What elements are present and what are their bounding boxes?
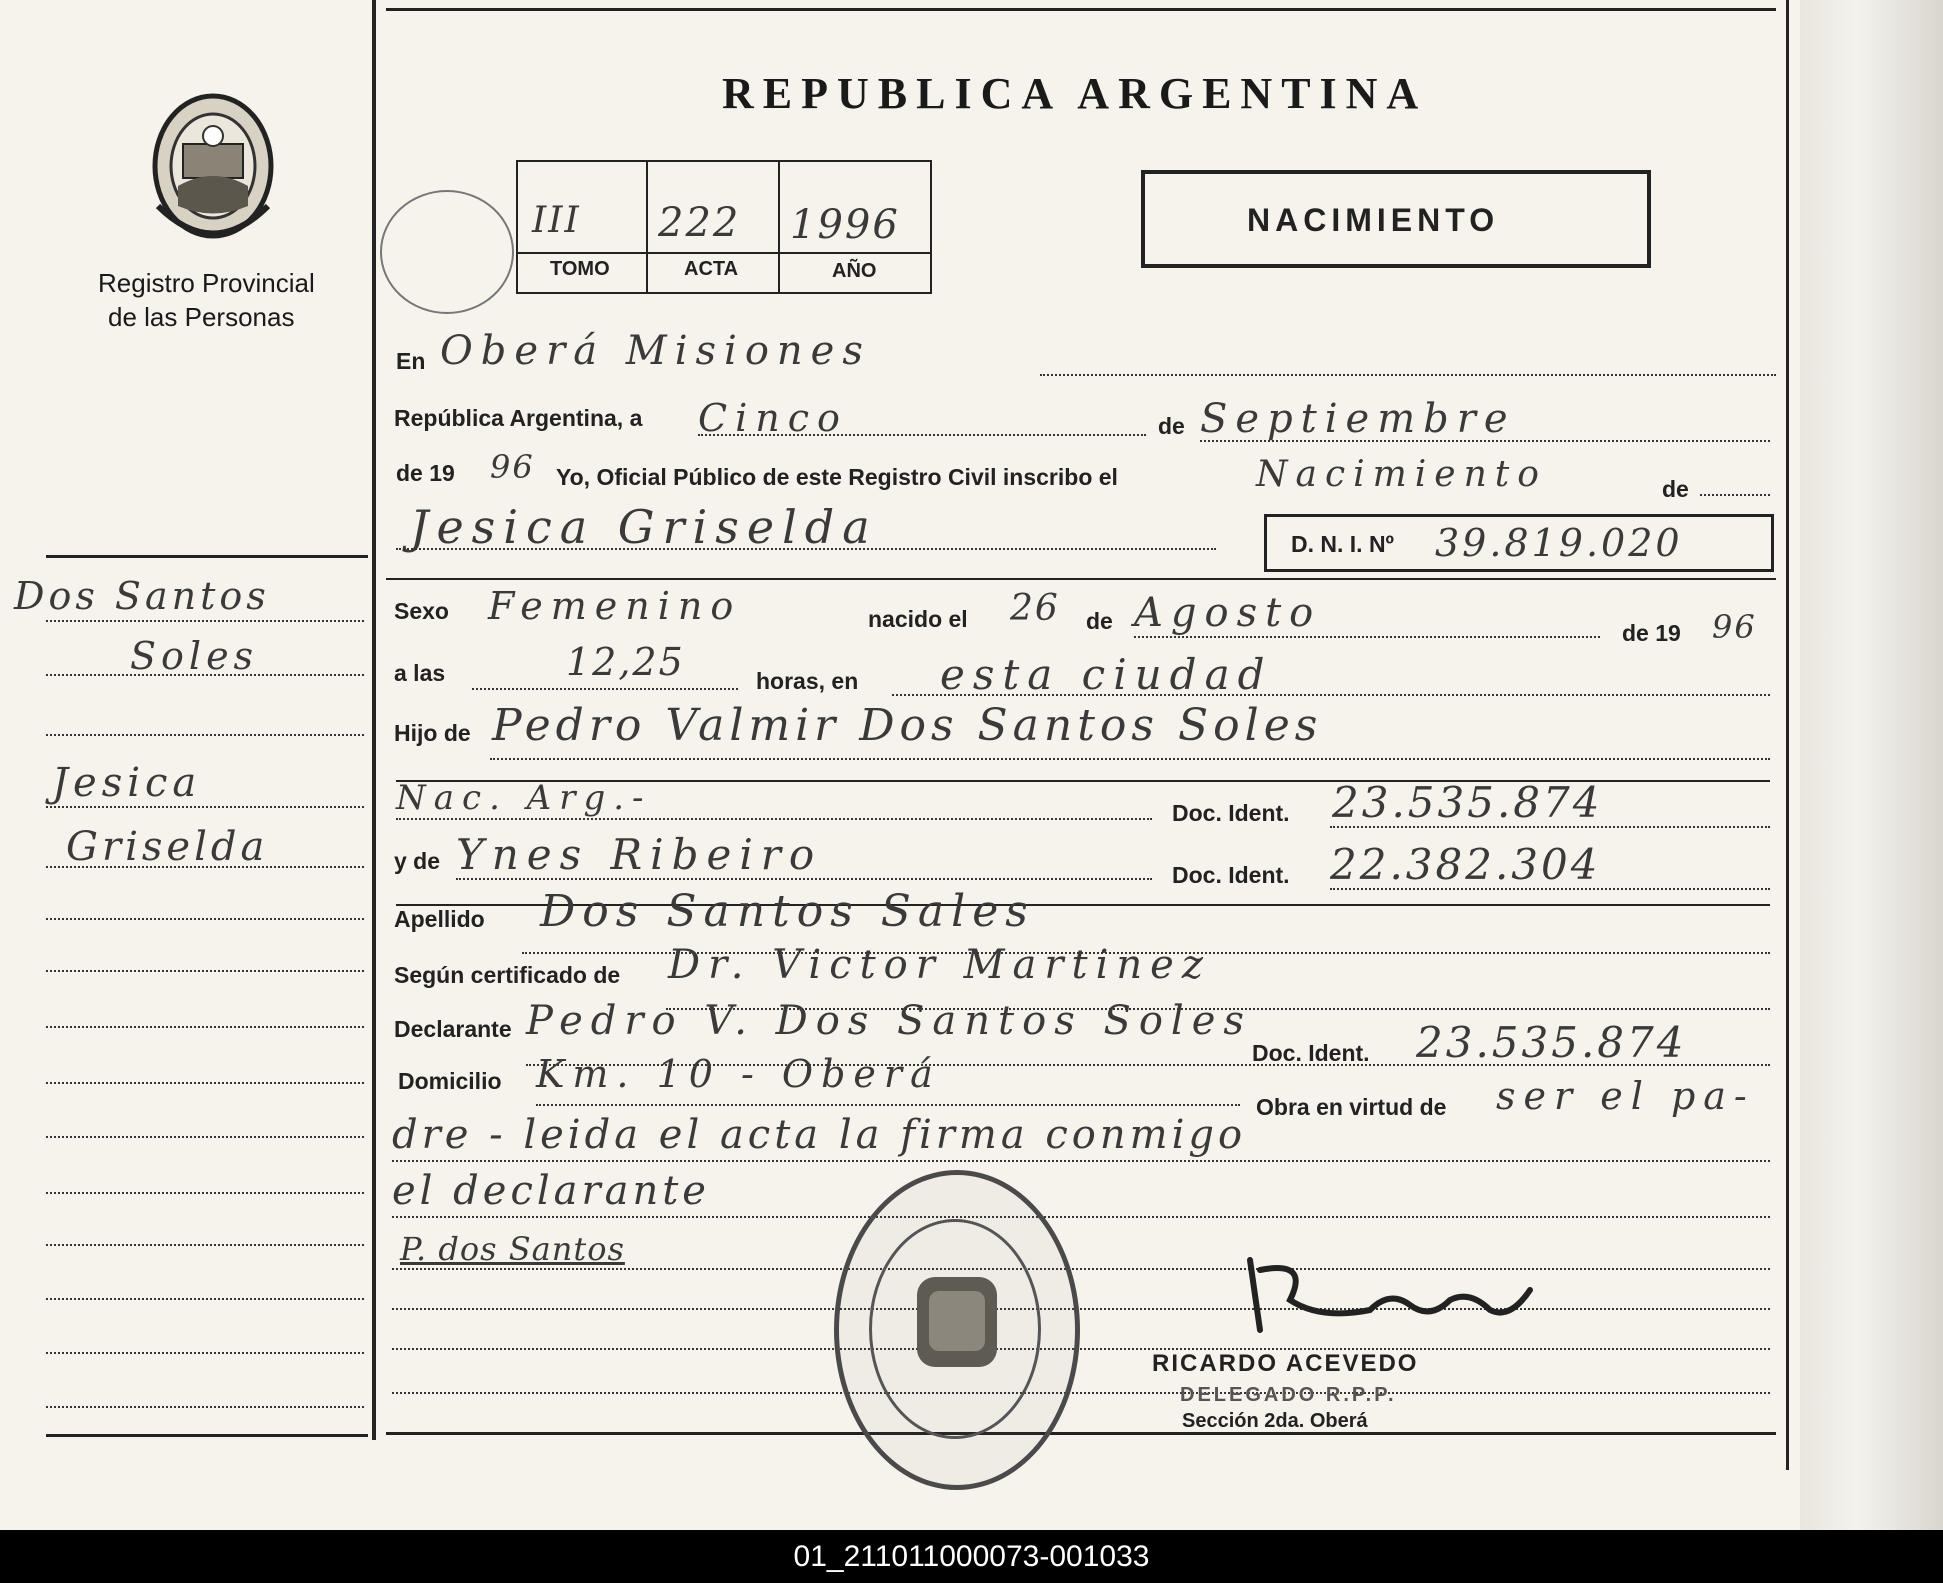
- margin-line: [46, 1082, 364, 1084]
- padre-nac-line: [396, 818, 1152, 820]
- obra-label: Obra en virtud de: [1256, 1094, 1447, 1120]
- obra-line-2: [392, 1216, 1770, 1218]
- inscribo-value: Nacimiento: [1256, 454, 1547, 495]
- declarante-value: Pedro V. Dos Santos Soles: [526, 998, 1252, 1044]
- margin-line: [46, 970, 364, 972]
- nombre-line: [396, 548, 1216, 550]
- officer-signature-icon: [1230, 1240, 1550, 1350]
- madre-doc-label: Doc. Ident.: [1172, 862, 1290, 888]
- de-label-3: de: [1086, 608, 1113, 634]
- margin-line: [46, 674, 364, 676]
- yde-label: y de: [394, 848, 441, 874]
- registry-name-line1: Registro Provincial: [98, 268, 315, 298]
- left-column-divider: [372, 0, 376, 1440]
- de-label: de: [1158, 413, 1185, 439]
- lugar-line: [892, 694, 1770, 696]
- record-box-divider: [778, 162, 780, 292]
- dia-value: Cinco: [698, 396, 848, 440]
- segun-value: Dr. Victor Martinez: [668, 942, 1211, 988]
- blank-line: [392, 1392, 1770, 1394]
- registry-name-line2: de las Personas: [108, 302, 295, 332]
- declarante-signature: P. dos Santos: [400, 1230, 625, 1268]
- section-rule: [386, 578, 1776, 580]
- madre-doc-line: [1330, 888, 1770, 890]
- record-box-rule: [518, 252, 930, 254]
- sexo-label: Sexo: [394, 598, 449, 624]
- blank-line: [392, 1268, 1770, 1270]
- tomo-label: TOMO: [550, 258, 610, 280]
- anio-value: 1996: [790, 202, 900, 248]
- margin-line: [46, 1406, 364, 1408]
- obra-line-1: [392, 1160, 1770, 1162]
- officer-name: RICARDO ACEVEDO: [1152, 1350, 1419, 1377]
- madre-value: Ynes Ribeiro: [456, 830, 823, 879]
- de19-label: de 19: [396, 460, 455, 486]
- hora-line: [472, 688, 738, 690]
- domicilio-value: Km. 10 - Oberá: [536, 1052, 941, 1096]
- obra-value: ser el pa-: [1496, 1074, 1755, 1118]
- acta-label: ACTA: [684, 258, 739, 280]
- segun-label: Según certificado de: [394, 962, 621, 988]
- left-column-top-rule: [46, 555, 368, 558]
- de-label-2: de: [1662, 476, 1689, 502]
- right-border: [1786, 0, 1789, 1470]
- de-line: [1700, 494, 1770, 496]
- mes-line: [1200, 440, 1770, 442]
- en-value: Oberá Misiones: [440, 328, 871, 374]
- blank-line: [392, 1348, 1770, 1350]
- en-line: [1040, 374, 1776, 376]
- mes-value: Septiembre: [1200, 396, 1516, 442]
- acta-value: 222: [658, 200, 741, 246]
- nac-mes-line: [1134, 636, 1600, 638]
- document-type-box: [1141, 170, 1651, 268]
- anio-label: AÑO: [832, 260, 877, 282]
- padre-doc-label: Doc. Ident.: [1172, 800, 1290, 826]
- domicilio-line: [536, 1104, 1240, 1106]
- document-type-label: NACIMIENTO: [1247, 202, 1500, 238]
- nombre-value: Jesica Griselda: [410, 500, 878, 554]
- officer-section: Sección 2da. Oberá: [1182, 1410, 1368, 1432]
- declarante-label: Declarante: [394, 1016, 512, 1042]
- anio2-value: 96: [490, 448, 535, 486]
- nac-anio: 96: [1712, 608, 1757, 646]
- margin-apellido-1: Dos Santos: [14, 574, 270, 618]
- padre-nacionalidad: Nac. Arg.-: [396, 778, 652, 818]
- margin-line: [46, 620, 364, 622]
- padre-doc-line: [1330, 826, 1770, 828]
- margin-line: [46, 1352, 364, 1354]
- margin-line: [46, 1136, 364, 1138]
- nac-mes: Agosto: [1134, 590, 1322, 636]
- en-label: En: [396, 348, 426, 374]
- padre-doc-value: 23.535.874: [1332, 778, 1603, 827]
- record-box-divider: [646, 162, 648, 292]
- bottom-rule-right: [386, 1432, 1776, 1435]
- declarante-doc-value: 23.535.874: [1416, 1018, 1687, 1067]
- page-edge: [1800, 0, 1943, 1530]
- tomo-value: III: [532, 200, 581, 241]
- nac-dia: 26: [1010, 588, 1060, 629]
- dia-line: [698, 434, 1146, 436]
- madre-doc-value: 22.382.304: [1330, 840, 1601, 889]
- margin-line: [46, 1192, 364, 1194]
- margin-apellido-2: Soles: [130, 634, 259, 678]
- inscribo-text: Yo, Oficial Público de este Registro Civil inscribo el: [556, 464, 1118, 490]
- stamp-crest-icon: [907, 1267, 1007, 1377]
- alas-label: a las: [394, 660, 446, 686]
- margin-nombre-2: Griselda: [66, 824, 269, 870]
- ink-circle-mark: [380, 190, 514, 314]
- apellido-label: Apellido: [394, 906, 485, 932]
- registry-stamp: [834, 1170, 1080, 1490]
- officer-title: DELEGADO R.P.P.: [1180, 1384, 1397, 1406]
- margin-nombre-1: Jesica: [52, 760, 202, 806]
- margin-line: [46, 806, 364, 808]
- margin-line: [46, 918, 364, 920]
- sexo-value: Femenino: [488, 584, 742, 628]
- dni-box: [1264, 514, 1774, 572]
- madre-line: [456, 878, 1152, 880]
- padre-value: Pedro Valmir Dos Santos Soles: [492, 700, 1323, 751]
- margin-line: [46, 1244, 364, 1246]
- file-id-caption: 01_211011000073-001033: [0, 1530, 1943, 1583]
- domicilio-label: Domicilio: [398, 1068, 502, 1094]
- margin-line: [46, 1026, 364, 1028]
- record-box: [516, 160, 932, 294]
- misiones-province-crest-icon: [138, 86, 288, 246]
- apellido-value: Dos Santos Sales: [540, 886, 1035, 937]
- nacido-label: nacido el: [868, 606, 968, 632]
- lugar-value: esta ciudad: [940, 650, 1273, 699]
- declarante-doc-label: Doc. Ident.: [1252, 1040, 1370, 1066]
- blank-line: [392, 1308, 1770, 1310]
- dni-value: 39.819.020: [1435, 521, 1683, 565]
- margin-line: [46, 866, 364, 868]
- bottom-rule-left: [46, 1434, 368, 1437]
- page-title: REPUBLICA ARGENTINA: [722, 69, 1428, 118]
- horas-label: horas, en: [756, 668, 859, 694]
- padre-line: [490, 758, 1770, 760]
- margin-line: [46, 734, 364, 736]
- obra-continuation-1: dre - leida el acta la firma conmigo: [392, 1112, 1247, 1158]
- dni-label: D. N. I. Nº: [1291, 531, 1394, 557]
- top-border: [386, 8, 1776, 11]
- obra-continuation-2: el declarante: [392, 1168, 710, 1214]
- hijo-label: Hijo de: [394, 720, 471, 746]
- margin-line: [46, 1298, 364, 1300]
- republica-label: República Argentina, a: [394, 405, 643, 431]
- de19-label-2: de 19: [1622, 620, 1681, 646]
- hora-value: 12,25: [566, 640, 685, 684]
